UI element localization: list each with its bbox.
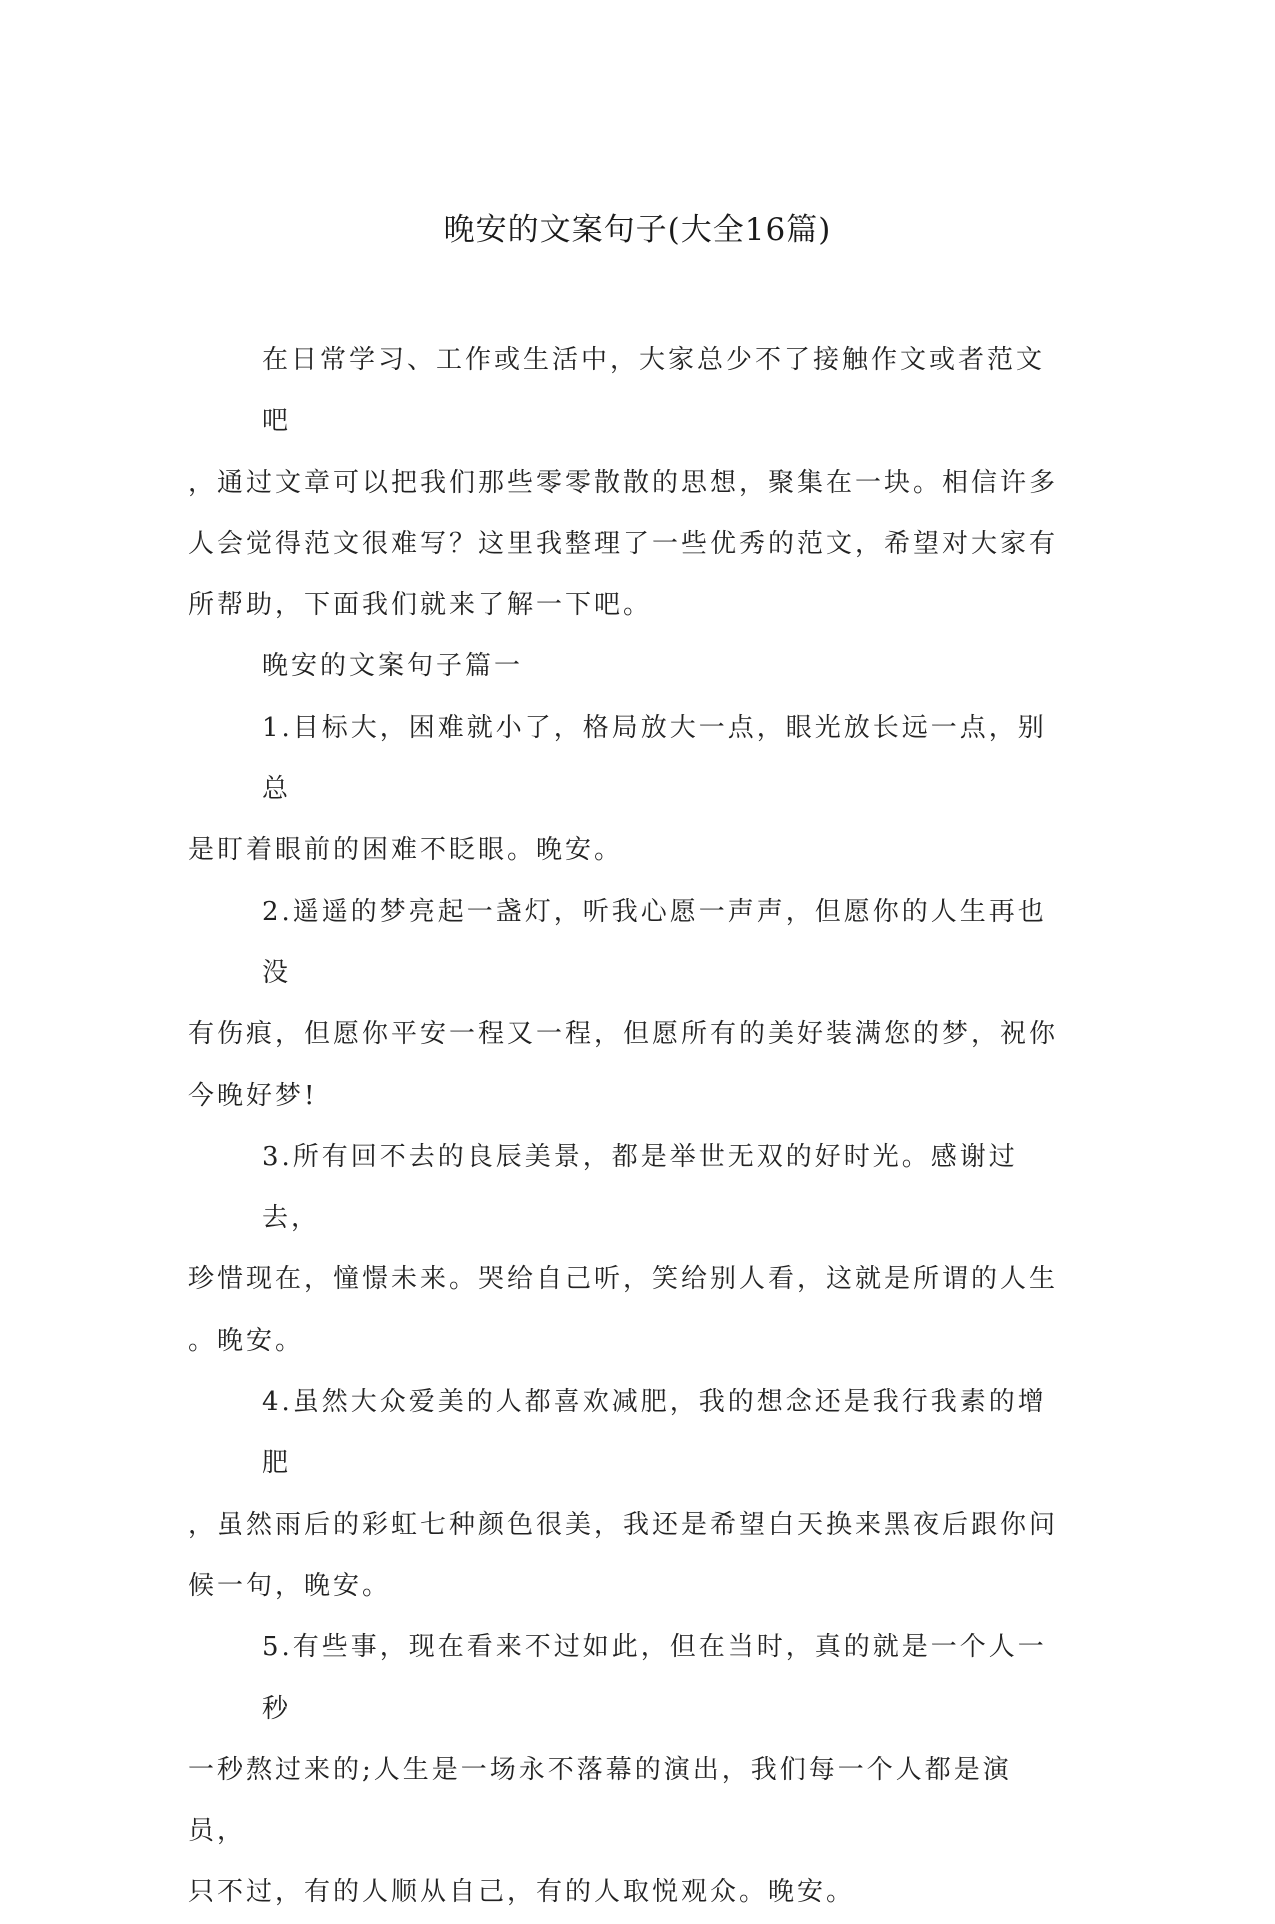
body-line: 有伤痕，但愿你平安一程又一程，但愿所有的美好装满您的梦，祝你 (188, 1019, 1059, 1050)
body-line: 是盯着眼前的困难不眨眼。晚安。 (188, 835, 624, 866)
body-line: 只不过，有的人顺从自己，有的人取悦观众。晚安。 (188, 1877, 856, 1908)
section-heading: 晚安的文案句子篇一 (262, 651, 524, 682)
body-line: 珍惜现在，憧憬未来。哭给自己听，笑给别人看，这就是所谓的人生 (188, 1264, 1059, 1295)
body-line: 3.所有回不去的良辰美景，都是举世无双的好时光。感谢过去， (262, 1141, 1018, 1234)
body-line: 在日常学习、工作或生活中，大家总少不了接触作文或者范文吧 (262, 345, 1046, 437)
body-line: 2.遥遥的梦亮起一盏灯，听我心愿一声声，但愿你的人生再也没 (262, 896, 1047, 988)
body-line: 候一句，晚安。 (188, 1570, 392, 1601)
body-line: 5.有些事，现在看来不过如此，但在当时，真的就是一个人一秒 (262, 1632, 1047, 1724)
document-title: 晚安的文案句子(大全16篇) (443, 212, 832, 248)
body-line: 今晚好梦! (188, 1080, 318, 1111)
document-body (188, 330, 1068, 1924)
body-line: 所帮助，下面我们就来了解一下吧。 (188, 590, 653, 621)
body-line: 。晚安。 (188, 1325, 305, 1356)
body-line: 一秒熬过来的;人生是一场永不落幕的演出，我们每一个人都是演员， (188, 1754, 1012, 1847)
body-line: ，虽然雨后的彩虹七种颜色很美，我还是希望白天换来黑夜后跟你问 (188, 1509, 1059, 1540)
body-line: ，通过文章可以把我们那些零零散散的思想，聚集在一块。相信许多 (188, 467, 1059, 498)
body-line: 4.虽然大众爱美的人都喜欢减肥，我的想念还是我行我素的增肥 (262, 1387, 1047, 1479)
body-line: 人会觉得范文很难写？这里我整理了一些优秀的范文，希望对大家有 (188, 528, 1059, 559)
body-line: 1.目标大，困难就小了，格局放大一点，眼光放长远一点，别总 (262, 712, 1047, 805)
